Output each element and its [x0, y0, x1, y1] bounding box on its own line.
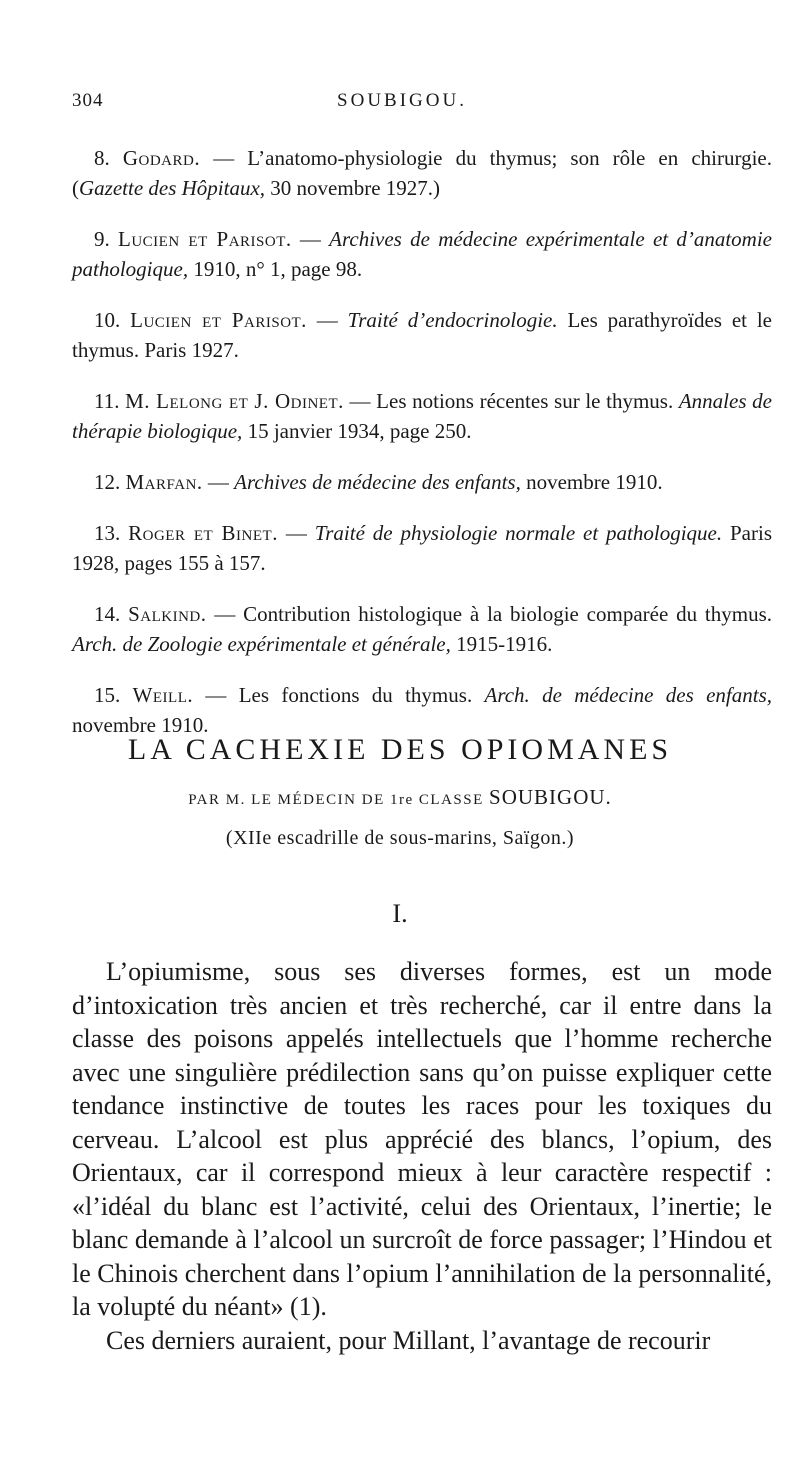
reference-item: [72, 386, 772, 446]
reference-author: Weill.: [132, 683, 194, 707]
reference-author: M. Lelong et J. Odinet.: [125, 389, 344, 413]
reference-source: Traité d’endocrinologie.: [347, 308, 558, 332]
reference-author: Salkind.: [128, 602, 207, 626]
reference-number: 13.: [94, 521, 129, 545]
running-title: SOUBIGOU.: [337, 90, 467, 111]
reference-text: novembre 1910.: [72, 713, 209, 737]
reference-author: Roger et Binet.: [128, 521, 278, 545]
reference-item: [72, 599, 772, 659]
reference-source: Arch. de Zoologie expérimentale et générale,: [72, 632, 451, 656]
author-name: SOUBIGOU.: [489, 785, 612, 809]
byline-prefix: PAR M. LE MÉDECIN DE 1re CLASSE: [188, 792, 484, 808]
article-body: [72, 955, 772, 1357]
reference-number: 15.: [94, 683, 133, 707]
reference-text: 15 janvier 1934, page 250.: [242, 419, 472, 443]
reference-source: Arch. de médecine des enfants,: [484, 683, 772, 707]
reference-item: [72, 224, 772, 284]
reference-source: Traité de physiologie normale et pathologique.: [314, 521, 723, 545]
reference-text: —: [277, 521, 315, 545]
reference-author: Marfan.: [125, 470, 203, 494]
reference-text: — Les fonctions du thymus.: [193, 683, 485, 707]
reference-number: 10.: [94, 308, 131, 332]
reference-text: — L’anatomo-physiologie du thymus; son rôle en chirurgie. (: [72, 146, 772, 200]
page-header: [72, 90, 732, 116]
reference-item: [72, 518, 772, 578]
reference-list: [72, 122, 772, 748]
reference-number: 12.: [94, 470, 126, 494]
reference-source: Gazette des Hôpitaux,: [79, 176, 266, 200]
reference-item: [72, 305, 772, 365]
reference-number: 8.: [94, 146, 123, 170]
body-paragraph: L’opiumisme, sous ses diverses formes, est un mode d’intoxication très ancien et très recherché, car il entre dans la classe des poisons appelés intellectuels que l’homme recherche avec une singulière prédilection sans qu’on puisse expliquer cette tendance instinctive de toutes les races pour les toxiques du cerveau. L’alcool est plus apprécié des blancs, l’opium, des Orientaux, car il correspond mieux à leur caractère respectif : «l’idéal du blanc est l’activité, celui des Orientaux, l’inertie; le blanc demande à l’alcool un surcroît de force passager; l’Hindou et le Chinois cherchent dans l’opium l’annihilation de la personnalité, la volupté du néant» (1).: [72, 957, 772, 1321]
reference-number: 9.: [94, 227, 119, 251]
byline: [0, 784, 800, 813]
reference-text: —: [291, 227, 330, 251]
reference-text: —: [202, 470, 235, 494]
reference-text: —: [306, 308, 348, 332]
body-paragraph: Ces derniers auraient, pour Millant, l’avantage de recourir: [106, 1325, 711, 1355]
reference-source: Archives de médecine des enfants,: [234, 470, 521, 494]
reference-text: 1915-1916.: [450, 632, 553, 656]
affiliation: (XIIe escadrille de sous-marins, Saïgon.): [225, 827, 575, 849]
reference-item: [72, 143, 772, 203]
reference-author: Godard.: [122, 146, 201, 170]
reference-text: Paris 1928, pages 155 à 157.: [72, 521, 772, 575]
page-number: 304: [72, 90, 104, 111]
reference-source: Annales de thérapie biologique,: [72, 389, 772, 443]
reference-text: — Les notions récentes sur le thymus.: [343, 389, 679, 413]
reference-text: Les parathyroïdes et le thymus. Paris 1927.: [72, 308, 772, 362]
reference-text: 1910, n° 1, page 98.: [188, 257, 363, 281]
reference-text: novembre 1910.: [520, 470, 663, 494]
section-number: I.: [392, 899, 408, 928]
reference-number: 14.: [94, 602, 129, 626]
reference-number: 11.: [94, 389, 126, 413]
reference-author: Lucien et Parisot.: [130, 308, 307, 332]
reference-text: 30 novembre 1927.): [265, 176, 441, 200]
reference-text: — Contribution histologique à la biologie comparée du thymus.: [206, 602, 773, 626]
reference-source: Archives de médecine expérimentale et d’anatomie pathologique,: [72, 227, 773, 281]
reference-author: Lucien et Parisot.: [118, 227, 292, 251]
reference-item: [72, 467, 772, 497]
article-heading: [0, 730, 800, 931]
article-title: LA CACHEXIE DES OPIOMANES: [127, 733, 673, 766]
